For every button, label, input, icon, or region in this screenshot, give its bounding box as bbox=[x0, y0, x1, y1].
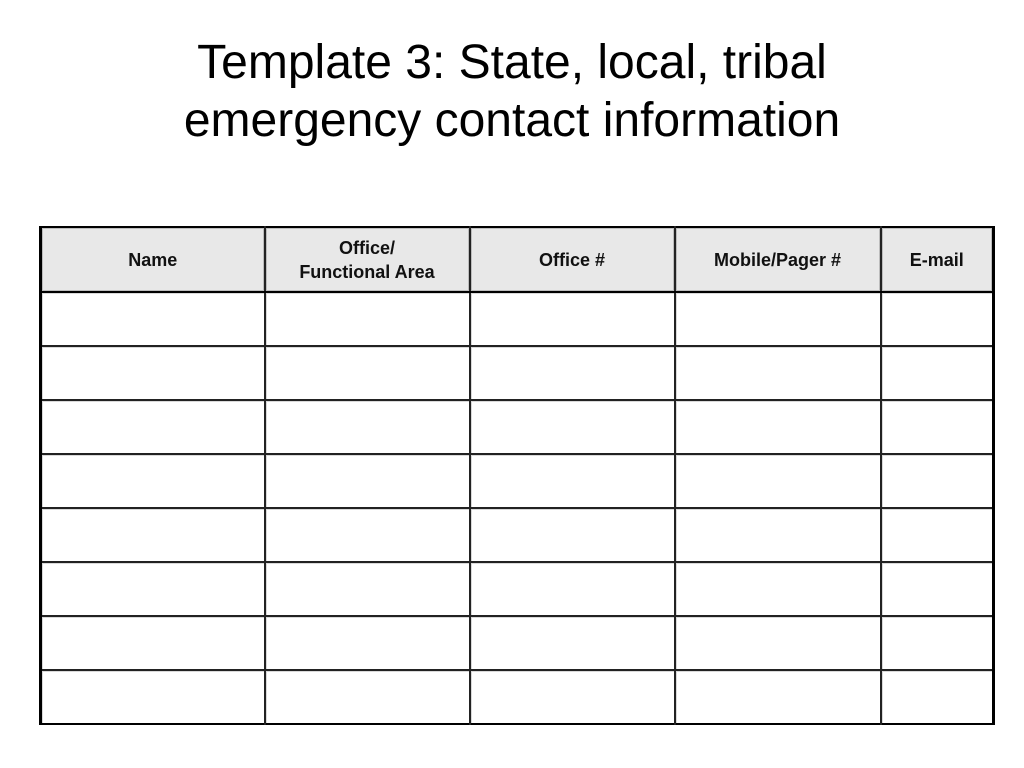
office-functional-area-cell[interactable] bbox=[265, 400, 470, 454]
name-cell[interactable] bbox=[41, 454, 265, 508]
column-header-mobile-pager: Mobile/Pager # bbox=[675, 227, 881, 292]
email-cell[interactable] bbox=[881, 508, 994, 562]
office-number-cell[interactable] bbox=[470, 400, 675, 454]
email-cell[interactable] bbox=[881, 400, 994, 454]
office-functional-area-cell[interactable] bbox=[265, 346, 470, 400]
name-cell[interactable] bbox=[41, 616, 265, 670]
mobile-pager-cell[interactable] bbox=[675, 292, 881, 346]
slide-title-line-2: emergency contact information bbox=[183, 94, 841, 147]
name-cell[interactable] bbox=[41, 508, 265, 562]
office-number-cell[interactable] bbox=[470, 454, 675, 508]
table-row bbox=[41, 616, 994, 670]
name-cell[interactable] bbox=[41, 292, 265, 346]
office-functional-area-cell[interactable] bbox=[265, 508, 470, 562]
column-header-email: E-mail bbox=[881, 227, 994, 292]
name-cell[interactable] bbox=[41, 346, 265, 400]
table-row bbox=[41, 562, 994, 616]
mobile-pager-cell[interactable] bbox=[675, 454, 881, 508]
office-functional-area-cell[interactable] bbox=[265, 616, 470, 670]
office-functional-area-cell[interactable] bbox=[265, 454, 470, 508]
mobile-pager-cell[interactable] bbox=[675, 562, 881, 616]
email-cell[interactable] bbox=[881, 616, 994, 670]
mobile-pager-cell[interactable] bbox=[675, 400, 881, 454]
office-number-cell[interactable] bbox=[470, 670, 675, 724]
office-functional-area-cell[interactable] bbox=[265, 292, 470, 346]
slide-title-line-1: Template 3: State, local, tribal bbox=[197, 36, 827, 89]
column-header-office-line: Office/ bbox=[338, 237, 395, 258]
table-body bbox=[41, 292, 994, 724]
email-cell[interactable] bbox=[881, 670, 994, 724]
email-cell[interactable] bbox=[881, 346, 994, 400]
mobile-pager-cell[interactable] bbox=[675, 616, 881, 670]
email-cell[interactable] bbox=[881, 292, 994, 346]
column-header-office-functional-area bbox=[265, 227, 470, 292]
table-row bbox=[41, 508, 994, 562]
mobile-pager-cell[interactable] bbox=[675, 346, 881, 400]
column-header-office-number: Office # bbox=[470, 227, 675, 292]
name-cell[interactable] bbox=[41, 400, 265, 454]
slide-title bbox=[0, 34, 1024, 150]
table-row bbox=[41, 400, 994, 454]
name-cell[interactable] bbox=[41, 670, 265, 724]
column-header-functional-area-line: Functional Area bbox=[299, 261, 435, 282]
office-functional-area-cell[interactable] bbox=[265, 670, 470, 724]
office-number-cell[interactable] bbox=[470, 616, 675, 670]
mobile-pager-cell[interactable] bbox=[675, 508, 881, 562]
office-number-cell[interactable] bbox=[470, 346, 675, 400]
mobile-pager-cell[interactable] bbox=[675, 670, 881, 724]
table-row bbox=[41, 454, 994, 508]
email-cell[interactable] bbox=[881, 562, 994, 616]
table-header-row bbox=[41, 227, 994, 292]
table-row bbox=[41, 346, 994, 400]
office-number-cell[interactable] bbox=[470, 562, 675, 616]
office-number-cell[interactable] bbox=[470, 292, 675, 346]
contact-information-table bbox=[39, 226, 995, 725]
table-row bbox=[41, 292, 994, 346]
table-row bbox=[41, 670, 994, 724]
email-cell[interactable] bbox=[881, 454, 994, 508]
column-header-name: Name bbox=[41, 227, 265, 292]
office-functional-area-cell[interactable] bbox=[265, 562, 470, 616]
office-number-cell[interactable] bbox=[470, 508, 675, 562]
name-cell[interactable] bbox=[41, 562, 265, 616]
